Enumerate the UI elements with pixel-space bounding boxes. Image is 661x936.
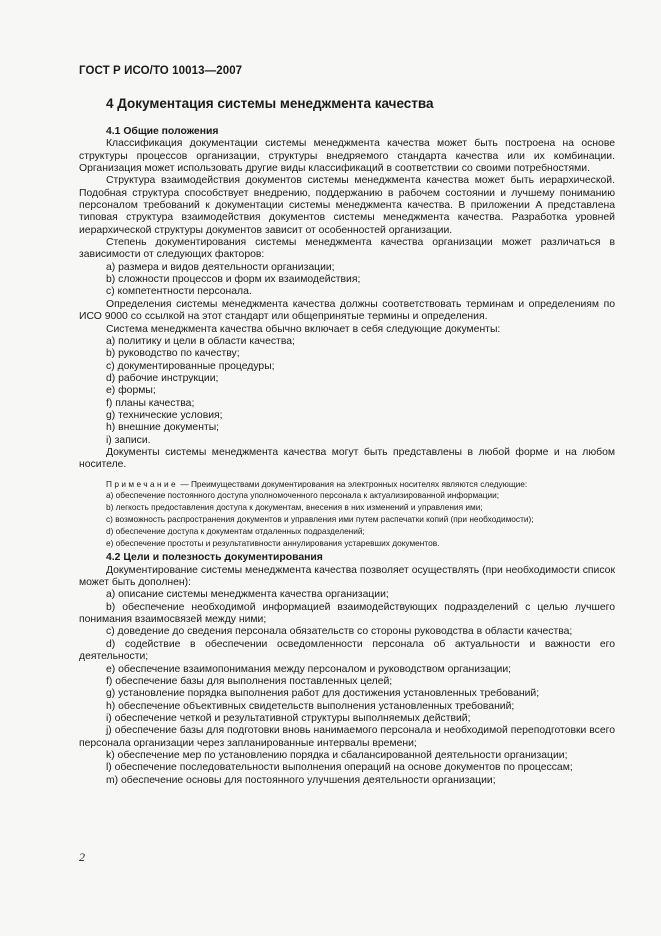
list-item: c) доведение до сведения персонала обязательств со стороны руководства в области качества; <box>106 626 573 638</box>
document-code-header: ГОСТ Р ИСО/ТО 10013—2007 <box>79 65 243 77</box>
note-item: d) обеспечение доступа к документам отдаленных подразделений; <box>106 525 365 536</box>
list-item: h) внешние документы; <box>106 422 220 434</box>
note <box>79 479 615 491</box>
note-label: Примечание <box>106 478 179 489</box>
note-text: — Преимуществами документирования на электронных носителях являются следующие: <box>178 478 528 489</box>
list-item: b) руководство по качеству; <box>106 348 240 360</box>
list-item: i) обеспечение четкой и результативной структуры выполняемых действий; <box>106 712 471 724</box>
list-item: l) обеспечение последовательности выполнения операций на основе документов по процессам; <box>106 762 573 774</box>
list-item: m) обеспечение основы для постоянного улучшения деятельности организации; <box>106 774 496 786</box>
page-content <box>79 126 615 787</box>
paragraph: Система менеджмента качества обычно включает в себя следующие документы: <box>106 323 501 335</box>
list-item: k) обеспечение мер по установлению порядка и сбалансированной деятельности организации; <box>106 749 568 761</box>
paragraph: Определения системы менеджмента качества должны соответствовать терминам и определениям по ИСО 9000 со ссылкой на этот стандарт или общепринятые термины и определения. <box>79 298 615 323</box>
subsection-4-1-title: 4.1 Общие положения <box>106 126 219 137</box>
paragraph: Классификация документации системы менеджмента качества может быть построена на основе структуры процессов организации, структуры внедряемого стандарта качества или их комбинации. Организация может использовать другие виды классификаций в соответствии со своими потребностями. <box>79 138 615 175</box>
section-title: 4 Документация системы менеджмента качества <box>106 96 434 111</box>
list-item: f) обеспечение базы для выполнения поставленных целей; <box>106 675 393 687</box>
list-item: c) компетентности персонала. <box>106 286 252 298</box>
note-item: e) обеспечение простоты и результативности аннулирования устаревших документов. <box>106 537 440 548</box>
list-item: b) обеспечение необходимой информацией взаимодействующих подразделений с целью лучшего понимания взаимосвязей между ними; <box>79 601 615 626</box>
note-item: b) легкость предоставления доступа к документам, внесения в них изменений и управления ими; <box>106 502 483 513</box>
list-item: c) документированные процедуры; <box>106 360 275 372</box>
list-item: i) записи. <box>106 434 151 446</box>
paragraph: Документирование системы менеджмента качества позволяет осуществлять (при необходимости список может быть дополнен): <box>79 564 615 589</box>
list-item: a) размера и видов деятельности организации; <box>106 261 335 273</box>
page-number: 2 <box>79 850 85 864</box>
list-item: e) формы; <box>106 385 156 397</box>
list-item: h) обеспечение объективных свидетельств выполнения установленных требований; <box>106 700 515 712</box>
list-item: e) обеспечение взаимопонимания между персоналом и руководством организации; <box>106 663 512 675</box>
list-item: g) технические условия; <box>106 409 223 421</box>
note-item: a) обеспечение постоянного доступа уполномоченного персонала к актуализированной информации; <box>106 490 500 501</box>
list-item: a) описание системы менеджмента качества организации; <box>106 589 389 601</box>
list-item: b) сложности процессов и форм их взаимодействия; <box>106 274 361 286</box>
list-item: d) рабочие инструкции; <box>106 372 219 384</box>
paragraph: Документы системы менеджмента качества могут быть представлены в любой форме и на любом носителе. <box>79 446 615 471</box>
list-item: g) установление порядка выполнения работ для достижения установленных требований; <box>106 688 540 700</box>
subsection-4-2-title: 4.2 Цели и полезность документирования <box>106 552 323 564</box>
note-item: c) возможность распространения документов и управления ими путем распечатки копий (при необходимости); <box>106 514 534 525</box>
list-item: a) политику и цели в области качества; <box>106 335 295 347</box>
list-item: d) содействие в обеспечении осведомленности персонала об актуальности и важности его деятельности; <box>79 638 615 663</box>
list-item: f) планы качества; <box>106 397 195 409</box>
list-item: j) обеспечение базы для подготовки вновь нанимаемого персонала и необходимой переподготовки всего персонала организации через запланированные интервалы времени; <box>79 725 615 749</box>
paragraph: Структура взаимодействия документов системы менеджмента качества может быть иерархической. Подобная структура способствует внедрению, поддержанию в рабочем состоянии и лучшему пониманию персоналом требований к документации системы менеджмента качества. В приложении А представлена типовая структура взаимодействия документов системы менеджмента качества. Разработка уровней иерархической структуры документов зависит от особенностей организации. <box>79 175 615 236</box>
paragraph: Степень документирования системы менеджмента качества организации может различаться в зависимости от следующих факторов: <box>79 237 615 261</box>
